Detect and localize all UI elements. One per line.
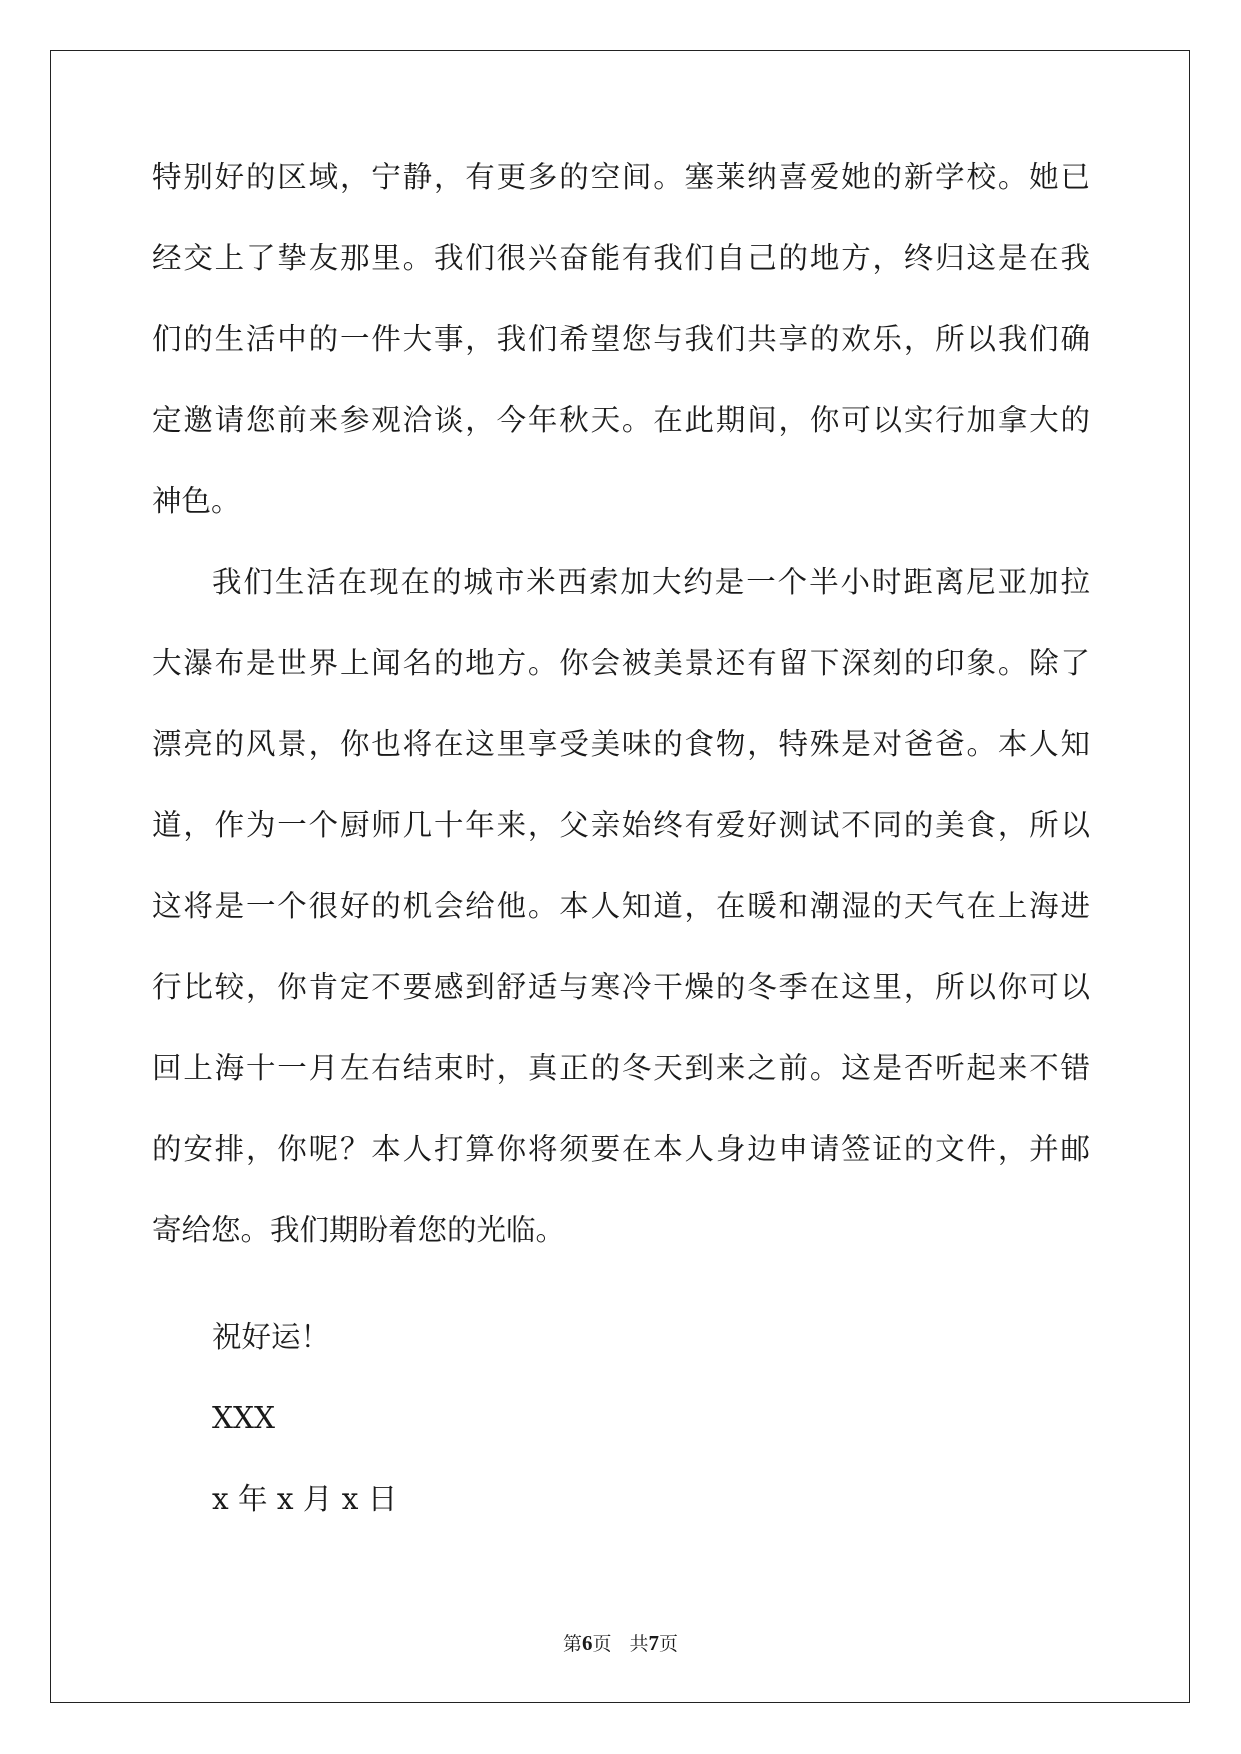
page-prefix: 第 [562,1633,582,1655]
text-line: 寄给您。我们期盼着您的光临。 [152,1213,566,1247]
current-page-number: 6 [581,1631,593,1655]
text-line: 我们生活在现在的城市米西索加大约是一个半小时距离尼亚加拉 [212,565,1090,599]
letter-date: x 年 x 月 x 日 [212,1482,398,1516]
text-line: 定邀请您前来参观洽谈，今年秋天。在此期间，你可以实行加拿大的 [152,403,1090,437]
text-line: 特别好的区域，宁静，有更多的空间。塞莱纳喜爱她的新学校。她已 [152,160,1090,194]
text-line: 神色。 [152,484,241,518]
total-prefix: 共 [629,1633,649,1655]
page-number-footer [0,1631,1241,1656]
text-line: 经交上了挚友那里。我们很兴奋能有我们自己的地方，终归这是在我 [152,241,1090,275]
closing-greeting: 祝好运！ [212,1320,331,1354]
total-suffix: 页 [659,1633,679,1655]
text-line: 大瀑布是世界上闻名的地方。你会被美景还有留下深刻的印象。除了 [152,646,1090,680]
text-line: 的安排，你呢？本人打算你将须要在本人身边申请签证的文件，并邮 [152,1132,1090,1166]
letter-body [152,158,1090,1292]
page-suffix: 页 [592,1633,612,1655]
text-line: 们的生活中的一件大事，我们希望您与我们共享的欢乐，所以我们确 [152,322,1090,356]
text-line: 道，作为一个厨师几十年来，父亲始终有爱好测试不同的美食，所以 [152,808,1090,842]
text-line: 这将是一个很好的机会给他。本人知道，在暖和潮湿的天气在上海进 [152,889,1090,923]
total-page-number: 7 [648,1631,660,1655]
text-line: 行比较，你肯定不要感到舒适与寒冷干燥的冬季在这里，所以你可以 [152,970,1090,1004]
signature: XXX [212,1401,276,1435]
text-line: 漂亮的风景，你也将在这里享受美味的食物，特殊是对爸爸。本人知 [152,727,1090,761]
text-line: 回上海十一月左右结束时，真正的冬天到来之前。这是否听起来不错 [152,1051,1090,1085]
